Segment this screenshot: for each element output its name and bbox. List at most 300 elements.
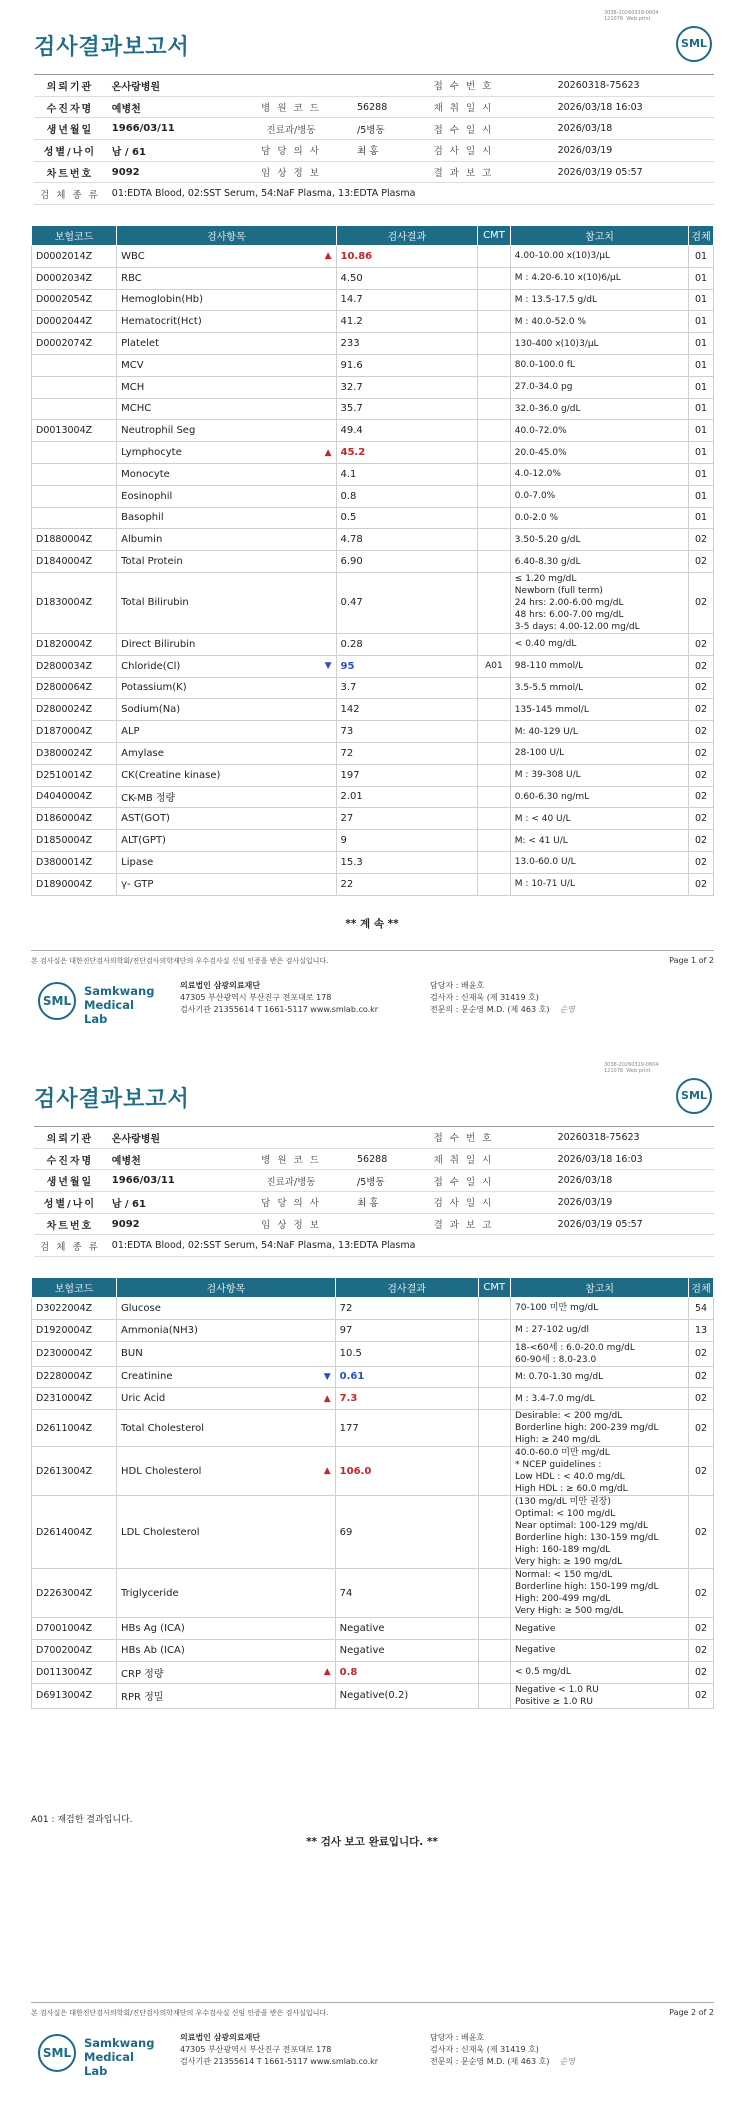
- cert-text: 본 검사실은 대한진단검사의학회/진단검사의학재단의 우수검사실 신임 인증을 받은 검사실입니다.: [31, 957, 329, 965]
- test-result: 97: [335, 1319, 478, 1341]
- test-result: 73: [336, 721, 478, 743]
- result-row: [32, 830, 714, 852]
- specimen-code: 13: [689, 1319, 714, 1341]
- page-number: Page 2 of 2: [669, 2008, 714, 2017]
- test-name: BUN: [121, 1348, 143, 1360]
- test-result: 10.5: [335, 1341, 478, 1366]
- insurance-code: [32, 485, 117, 507]
- reference-range: 70-100 미만 mg/dL: [511, 1298, 689, 1320]
- test-name: Triglyceride: [121, 1587, 179, 1599]
- test-result: Negative(0.2): [335, 1683, 478, 1708]
- test-result: 9: [336, 830, 478, 852]
- insurance-code: D1840004Z: [32, 551, 117, 573]
- label-testdate: 검 사 일 시: [422, 1192, 552, 1214]
- specimen-code: 02: [689, 830, 714, 852]
- report-value: 2026/03/19 05:57: [552, 161, 714, 183]
- comment-code: [478, 1661, 511, 1683]
- test-item: [117, 1298, 336, 1320]
- report-value: 2026/03/19 05:57: [552, 1213, 714, 1235]
- label-recv: 접 수 일 시: [422, 118, 552, 140]
- col-result-header: 검사결과: [336, 226, 478, 246]
- result-row: [32, 1319, 714, 1341]
- result-row: [32, 311, 714, 333]
- result-row: [32, 572, 714, 633]
- result-row: [32, 1569, 714, 1618]
- comment-code: [478, 1496, 511, 1569]
- comment-code: [478, 485, 511, 507]
- specimen-code: 01: [689, 246, 714, 268]
- test-result: 177: [335, 1410, 478, 1447]
- test-result: 4.1: [336, 463, 478, 485]
- patient-info-table: [34, 1126, 714, 1257]
- label-receipt: 접 수 번 호: [422, 75, 552, 97]
- reference-range: 80.0-100.0 fL: [510, 354, 688, 376]
- test-result: 72: [336, 742, 478, 764]
- test-item: [117, 1661, 336, 1683]
- col-item-header: 검사항목: [117, 226, 336, 246]
- insurance-code: D3800024Z: [32, 742, 117, 764]
- insurance-code: D0113004Z: [32, 1661, 117, 1683]
- result-row: [32, 376, 714, 398]
- comment-code: [478, 1366, 511, 1388]
- test-item: [117, 333, 336, 355]
- reference-range: 32.0-36.0 g/dL: [510, 398, 688, 420]
- label-chart: 차트번호: [34, 1213, 106, 1235]
- insurance-code: D1890004Z: [32, 873, 117, 895]
- test-name: Lymphocyte: [121, 447, 182, 459]
- test-item: [117, 1410, 336, 1447]
- test-name: HDL Cholesterol: [121, 1465, 202, 1477]
- specimen-code: 02: [689, 851, 714, 873]
- comment-code: [478, 830, 511, 852]
- result-row: [32, 463, 714, 485]
- comment-code: [478, 721, 511, 743]
- specimen-code: 02: [689, 699, 714, 721]
- specimen-code: 02: [689, 655, 714, 677]
- result-row: [32, 398, 714, 420]
- label-birth: 생년월일: [34, 118, 106, 140]
- insurance-code: [32, 463, 117, 485]
- label-name: 수진자명: [34, 1148, 106, 1170]
- result-row: [32, 699, 714, 721]
- result-row: [32, 808, 714, 830]
- hcode-value: 56288: [351, 96, 422, 118]
- comment-code: [478, 742, 511, 764]
- reference-range: 130-400 x(10)3/μL: [510, 333, 688, 355]
- collect-value: 2026/03/18 16:03: [552, 1148, 714, 1170]
- samkwang-logo-icon: SML: [38, 982, 76, 1020]
- comment-code: [478, 398, 511, 420]
- insurance-code: D1880004Z: [32, 529, 117, 551]
- result-row: [32, 485, 714, 507]
- test-result: 22: [336, 873, 478, 895]
- signature-image: 순영: [559, 1005, 575, 1014]
- comment-code: [478, 507, 511, 529]
- high-arrow-icon: ▲: [324, 447, 332, 458]
- insurance-code: D2800034Z: [32, 655, 117, 677]
- receipt-value: 20260318-75623: [552, 1127, 714, 1149]
- comment-code: [478, 246, 511, 268]
- specimen-code: 02: [689, 1447, 714, 1496]
- comment-code: [478, 354, 511, 376]
- specimen-code: 02: [689, 1639, 714, 1661]
- test-result: 7.3: [335, 1388, 478, 1410]
- result-row: [32, 1388, 714, 1410]
- insurance-code: D0013004Z: [32, 420, 117, 442]
- result-row: [32, 267, 714, 289]
- label-org: 의뢰기관: [34, 1127, 106, 1149]
- low-arrow-icon: ▼: [323, 1371, 331, 1382]
- reference-range: 0.0-2.0 %: [510, 507, 688, 529]
- label-report: 결 과 보 고: [422, 1213, 552, 1235]
- footer-divider: [31, 2002, 714, 2003]
- cert-text: 본 검사실은 대한진단검사의학회/진단검사의학재단의 우수검사실 신임 인증을 받은 검사실입니다.: [31, 2009, 329, 2017]
- specimen-code: 02: [689, 1496, 714, 1569]
- test-result: 10.86: [336, 246, 478, 268]
- test-result: 3.7: [336, 677, 478, 699]
- specimen-code: 01: [689, 311, 714, 333]
- specimen-code: 01: [689, 333, 714, 355]
- specimen-code: 02: [689, 742, 714, 764]
- test-name: Total Bilirubin: [121, 597, 189, 609]
- test-name: Neutrophil Seg: [121, 425, 196, 437]
- comment-code: [478, 420, 511, 442]
- insurance-code: D2614004Z: [32, 1496, 117, 1569]
- test-item: [117, 420, 336, 442]
- test-name: Lipase: [121, 856, 154, 868]
- test-result: 14.7: [336, 289, 478, 311]
- specimen-code: 02: [689, 1410, 714, 1447]
- test-item: [117, 246, 336, 268]
- test-result: 72: [335, 1298, 478, 1320]
- insurance-code: D0002054Z: [32, 289, 117, 311]
- label-recv: 접 수 일 시: [422, 1170, 552, 1192]
- insurance-code: D1850004Z: [32, 830, 117, 852]
- label-doctor: 담 당 의 사: [231, 1192, 351, 1214]
- test-item: [117, 572, 336, 633]
- test-item: [117, 507, 336, 529]
- test-result: 49.4: [336, 420, 478, 442]
- test-name: ALP: [121, 726, 140, 738]
- test-item: [117, 442, 336, 464]
- test-result: 106.0: [335, 1447, 478, 1496]
- sex-value: 남 / 61: [106, 1192, 231, 1214]
- specimen-code: 01: [689, 398, 714, 420]
- label-birth: 생년월일: [34, 1170, 106, 1192]
- col-ref-header: 참고치: [510, 226, 688, 246]
- label-collect: 채 취 일 시: [422, 96, 552, 118]
- receipt-value: 20260318-75623: [552, 75, 714, 97]
- reference-range: 40.0-60.0 미만 mg/dL * NCEP guidelines : Low HDL : < 40.0 mg/dL High HDL : ≥ 60.0 mg/dL: [511, 1447, 689, 1496]
- insurance-code: D1830004Z: [32, 572, 117, 633]
- test-item: [117, 808, 336, 830]
- samkwang-logo-text: Samkwang Medical Lab: [84, 2036, 155, 2078]
- insurance-code: D3800014Z: [32, 851, 117, 873]
- test-item: [117, 463, 336, 485]
- test-item: [117, 655, 336, 677]
- label-sex: 성별/나이: [34, 140, 106, 162]
- reference-range: 13.0-60.0 U/L: [510, 851, 688, 873]
- reference-range: M: 40-129 U/L: [510, 721, 688, 743]
- test-item: [117, 289, 336, 311]
- reference-range: Negative < 1.0 RU Positive ≥ 1.0 RU: [511, 1683, 689, 1708]
- test-name: Amylase: [121, 747, 164, 759]
- specimen-code: 02: [689, 1569, 714, 1618]
- sex-value: 남 / 61: [106, 140, 231, 162]
- col-spec-header: 검체: [689, 1278, 714, 1298]
- reference-range: M : 39-308 U/L: [510, 764, 688, 786]
- specimen-code: 02: [689, 1661, 714, 1683]
- org-value: 온사랑병원: [106, 1127, 422, 1149]
- specimen-code: 02: [689, 786, 714, 808]
- comment-code: [478, 267, 511, 289]
- test-result: 74: [335, 1569, 478, 1618]
- insurance-code: [32, 442, 117, 464]
- test-name: MCHC: [121, 403, 152, 415]
- test-item: [117, 633, 336, 655]
- birth-value: 1966/03/11: [106, 118, 231, 140]
- low-arrow-icon: ▼: [324, 661, 332, 672]
- insurance-code: D1870004Z: [32, 721, 117, 743]
- testdate-value: 2026/03/19: [552, 140, 714, 162]
- result-row: [32, 507, 714, 529]
- test-name: Monocyte: [121, 468, 170, 480]
- result-row: [32, 1639, 714, 1661]
- test-name: Uric Acid: [121, 1393, 166, 1405]
- test-item: [117, 1447, 336, 1496]
- specimen-code: 02: [689, 551, 714, 573]
- reference-range: 20.0-45.0%: [510, 442, 688, 464]
- sml-logo-icon: SML: [676, 1078, 712, 1114]
- reference-range: 3.5-5.5 mmol/L: [510, 677, 688, 699]
- specimen-code: 01: [689, 463, 714, 485]
- test-result: 197: [336, 764, 478, 786]
- test-result: 15.3: [336, 851, 478, 873]
- specimen-code: 01: [689, 354, 714, 376]
- page-title: 검사결과보고서: [34, 35, 190, 60]
- test-result: 233: [336, 333, 478, 355]
- specimen-code: 01: [689, 420, 714, 442]
- comment-code: [478, 1618, 511, 1640]
- result-row: [32, 1661, 714, 1683]
- specimen-code: 01: [689, 507, 714, 529]
- test-name: CK-MB 정량: [121, 793, 176, 805]
- test-result: Negative: [335, 1618, 478, 1640]
- test-result: 4.50: [336, 267, 478, 289]
- reference-range: < 0.5 mg/dL: [511, 1661, 689, 1683]
- specimen-code: 02: [689, 677, 714, 699]
- result-row: [32, 764, 714, 786]
- test-item: [117, 354, 336, 376]
- test-item: [117, 1319, 336, 1341]
- reference-range: Desirable: < 200 mg/dL Borderline high: 200-239 mg/dL High: ≥ 240 mg/dL: [511, 1410, 689, 1447]
- high-arrow-icon: ▲: [323, 1393, 331, 1404]
- patient-name: 예병천: [106, 1148, 231, 1170]
- reference-range: 40.0-72.0%: [510, 420, 688, 442]
- result-row: [32, 1366, 714, 1388]
- col-spec-header: 검체: [689, 226, 714, 246]
- label-specimen: 검 체 종 류: [34, 183, 106, 205]
- testdate-value: 2026/03/19: [552, 1192, 714, 1214]
- comment-code: [478, 551, 511, 573]
- test-item: [117, 485, 336, 507]
- comment-code: [478, 1683, 511, 1708]
- insurance-code: D3022004Z: [32, 1298, 117, 1320]
- lab-address: 의료법인 삼광의료재단 47305 부산광역시 부산진구 전포대로 178 검사기관 21355614 T 1661-5117 www.smlab.co.kr: [180, 2033, 379, 2066]
- test-result: 32.7: [336, 376, 478, 398]
- result-row: [32, 246, 714, 268]
- col-code-header: 보험코드: [32, 226, 117, 246]
- test-name: AST(GOT): [121, 813, 170, 825]
- label-collect: 채 취 일 시: [422, 1148, 552, 1170]
- test-item: [117, 267, 336, 289]
- specimen-code: 02: [689, 1683, 714, 1708]
- reference-range: M: 0.70-1.30 mg/dL: [511, 1366, 689, 1388]
- test-item: [117, 873, 336, 895]
- test-result: 35.7: [336, 398, 478, 420]
- col-cmt-header: CMT: [478, 1278, 511, 1298]
- test-name: Direct Bilirubin: [121, 638, 196, 650]
- result-row: [32, 873, 714, 895]
- insurance-code: D2611004Z: [32, 1410, 117, 1447]
- comment-code: [478, 572, 511, 633]
- clinical-value: [351, 1213, 422, 1235]
- insurance-code: D7001004Z: [32, 1618, 117, 1640]
- high-arrow-icon: ▲: [323, 1466, 331, 1477]
- comment-code: [478, 677, 511, 699]
- specimen-code: 02: [689, 529, 714, 551]
- result-row: [32, 677, 714, 699]
- reference-range: 0.0-7.0%: [510, 485, 688, 507]
- test-name: Albumin: [121, 534, 163, 546]
- test-name: HBs Ab (ICA): [121, 1644, 185, 1656]
- label-clinical: 임 상 정 보: [231, 1213, 351, 1235]
- doctor-value: 최 홍: [351, 1192, 422, 1214]
- test-name: Eosinophil: [121, 490, 173, 502]
- birth-value: 1966/03/11: [106, 1170, 231, 1192]
- reference-range: M : 4.20-6.10 x(10)6/μL: [510, 267, 688, 289]
- reference-range: M : 13.5-17.5 g/dL: [510, 289, 688, 311]
- test-name: HBs Ag (ICA): [121, 1623, 185, 1635]
- insurance-code: D6913004Z: [32, 1683, 117, 1708]
- test-result: 0.28: [336, 633, 478, 655]
- insurance-code: D2800024Z: [32, 699, 117, 721]
- specimen-code: 01: [689, 289, 714, 311]
- result-row: [32, 354, 714, 376]
- insurance-code: D2300004Z: [32, 1341, 117, 1366]
- test-result: 0.47: [336, 572, 478, 633]
- report-page-2: [0, 1052, 744, 2104]
- test-item: [117, 764, 336, 786]
- reference-range: 27.0-34.0 pg: [510, 376, 688, 398]
- label-name: 수진자명: [34, 96, 106, 118]
- test-result: 45.2: [336, 442, 478, 464]
- comment-code: [478, 1298, 511, 1320]
- reference-range: Normal: < 150 mg/dL Borderline high: 150-199 mg/dL High: 200-499 mg/dL Very High: ≥ 500 mg/dL: [511, 1569, 689, 1618]
- insurance-code: D2510014Z: [32, 764, 117, 786]
- samkwang-logo: [38, 982, 158, 1026]
- test-item: [117, 830, 336, 852]
- page-number: Page 1 of 2: [669, 956, 714, 965]
- footer-divider: [31, 950, 714, 951]
- test-name: Glucose: [121, 1302, 161, 1314]
- reference-range: M: < 41 U/L: [510, 830, 688, 852]
- samkwang-logo: [38, 2034, 158, 2078]
- patient-info-table: [34, 74, 714, 205]
- result-row: [32, 851, 714, 873]
- result-row: [32, 551, 714, 573]
- specimen-code: 02: [689, 873, 714, 895]
- test-result: 91.6: [336, 354, 478, 376]
- chart-value: 9092: [106, 1213, 231, 1235]
- test-result: 6.90: [336, 551, 478, 573]
- reference-range: M : 10-71 U/L: [510, 873, 688, 895]
- specimen-code: 02: [689, 1388, 714, 1410]
- test-name: CK(Creatine kinase): [121, 769, 221, 781]
- comment-code: [478, 289, 511, 311]
- insurance-code: D0002034Z: [32, 267, 117, 289]
- result-row: [32, 1410, 714, 1447]
- label-sex: 성별/나이: [34, 1192, 106, 1214]
- insurance-code: D7002004Z: [32, 1639, 117, 1661]
- samkwang-logo-text: Samkwang Medical Lab: [84, 984, 155, 1026]
- result-row: [32, 786, 714, 808]
- insurance-code: D2613004Z: [32, 1447, 117, 1496]
- specimen-code: 01: [689, 376, 714, 398]
- test-item: [117, 376, 336, 398]
- org-value: 온사랑병원: [106, 75, 422, 97]
- comment-code: [478, 442, 511, 464]
- reference-range: (130 mg/dL 미만 권장) Optimal: < 100 mg/dL Near optimal: 100-129 mg/dL Borderline high: 130-159 mg/dL High: 160-189 mg/dL Very high: ≥ 190 mg/dL: [511, 1496, 689, 1569]
- test-item: [117, 551, 336, 573]
- specimen-code: 02: [689, 764, 714, 786]
- results-table-page2: [31, 1277, 714, 1709]
- result-row: [32, 1447, 714, 1496]
- test-item: [117, 398, 336, 420]
- result-row: [32, 420, 714, 442]
- sml-logo-icon: SML: [676, 26, 712, 62]
- recv-value: 2026/03/18: [552, 118, 714, 140]
- comment-code: [478, 333, 511, 355]
- specimen-code: 02: [689, 721, 714, 743]
- label-hcode: 병 원 코 드: [231, 1148, 351, 1170]
- result-row: [32, 721, 714, 743]
- insurance-code: D2310004Z: [32, 1388, 117, 1410]
- col-ref-header: 참고치: [511, 1278, 689, 1298]
- test-result: 2.01: [336, 786, 478, 808]
- page-title: 검사결과보고서: [34, 1087, 190, 1112]
- reference-range: 18-<60세 : 6.0-20.0 mg/dL 60-90세 : 8.0-23.0: [511, 1341, 689, 1366]
- reference-range: 4.00-10.00 x(10)3/μL: [510, 246, 688, 268]
- test-name: Sodium(Na): [121, 704, 181, 716]
- signature-image: 순영: [559, 2057, 575, 2066]
- specimen-code: 02: [689, 633, 714, 655]
- reference-range: 3.50-5.20 g/dL: [510, 529, 688, 551]
- comment-code: [478, 529, 511, 551]
- result-row: [32, 442, 714, 464]
- result-row: [32, 742, 714, 764]
- insurance-code: D4040004Z: [32, 786, 117, 808]
- label-dept: 진료과/병동: [231, 1170, 351, 1192]
- test-item: [117, 1618, 336, 1640]
- result-row: [32, 529, 714, 551]
- dept-value: /5병동: [351, 118, 422, 140]
- test-name: Creatinine: [121, 1371, 173, 1383]
- test-item: [117, 721, 336, 743]
- test-item: [117, 1496, 336, 1569]
- test-result: 41.2: [336, 311, 478, 333]
- specimen-value: 01:EDTA Blood, 02:SST Serum, 54:NaF Plasma, 13:EDTA Plasma: [106, 183, 714, 205]
